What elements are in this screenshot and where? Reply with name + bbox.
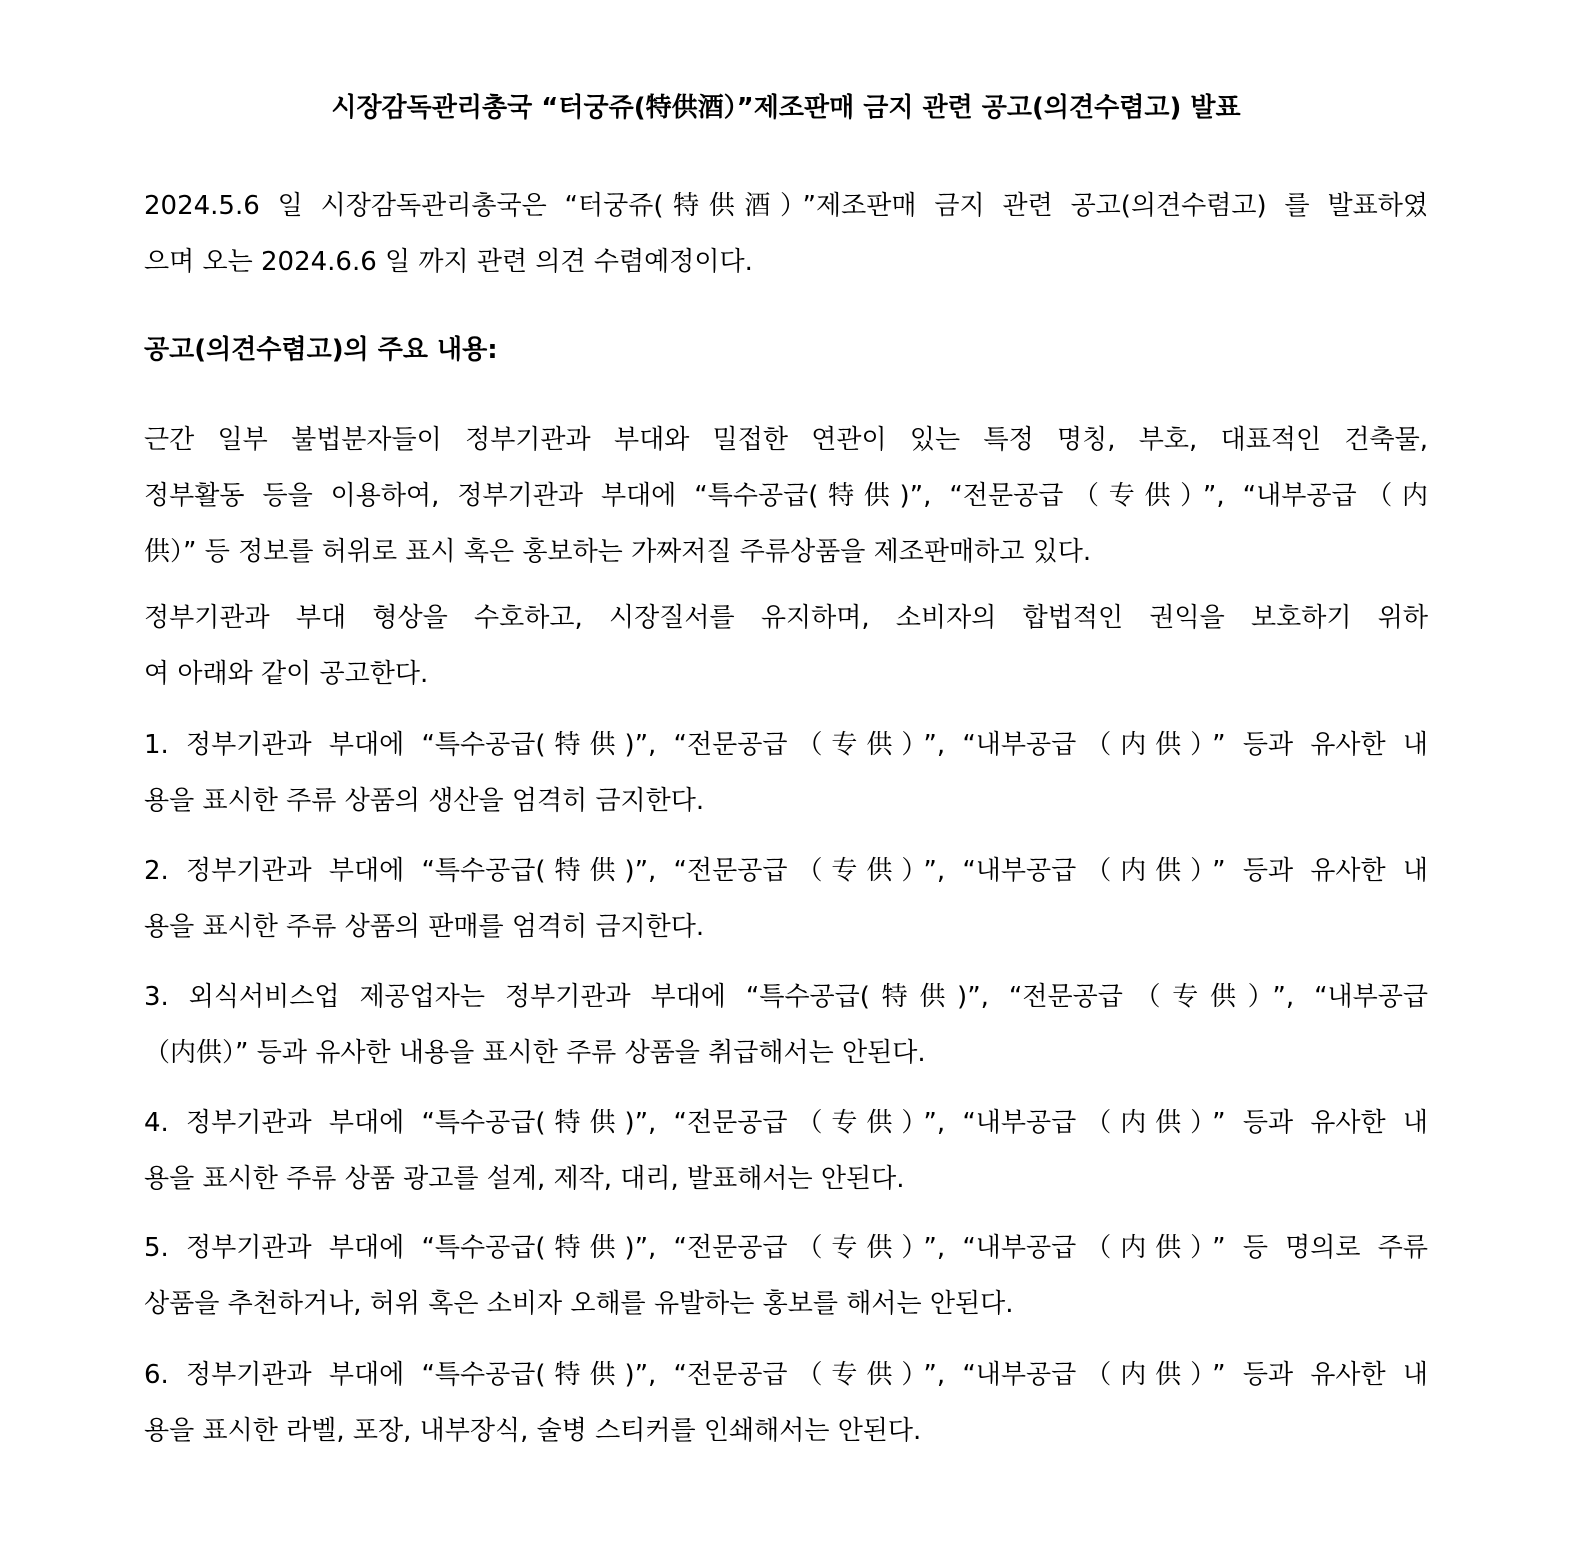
list-item-3 [144,969,1428,1081]
list-item-2-line-2: 용을 표시한 주류 상품의 판매를 엄격히 금지한다. [144,912,705,942]
list-item-4 [144,1095,1428,1207]
list-item-5-line-1: 5. 정부기관과 부대에 “특수공급(特供)”, “전문공급（专供）”, “내부공급（内供）” 등 명의로 주류 [144,1233,1428,1263]
document-title: 시장감독관리총국 “터궁쥬(特供酒）”제조판매 금지 관련 공고(의견수렴고) 발표 [331,93,1241,123]
list-item-1-line-2: 용을 표시한 주류 상품의 생산을 엄격히 금지한다. [144,786,705,816]
intro-line-1: 2024.5.6 일 시장감독관리총국은 “터궁쥬(特供酒）”제조판매 금지 관련 공고(의견수렴고) 를 발표하였 [144,191,1428,221]
list-item-6 [144,1347,1428,1459]
list-item-5 [144,1220,1428,1332]
background-line-1: 근간 일부 불법분자들이 정부기관과 부대와 밀접한 연관이 있는 특정 명칭, 부호, 대표적인 건축물, [144,425,1428,455]
list-item-4-line-2: 용을 표시한 주류 상품 광고를 설계, 제작, 대리, 발표해서는 안된다. [144,1164,905,1194]
list-item-1-line-1: 1. 정부기관과 부대에 “특수공급(特供)”, “전문공급（专供）”, “내부공급（内供）” 등과 유사한 내 [144,730,1428,760]
list-item-5-line-2: 상품을 추천하거나, 허위 혹은 소비자 오해를 유발하는 홍보를 해서는 안된다. [144,1289,1014,1319]
list-item-6-line-1: 6. 정부기관과 부대에 “특수공급(特供)”, “전문공급（专供）”, “내부공급（内供）” 등과 유사한 내 [144,1360,1428,1390]
section-heading: 공고(의견수렴고)의 주요 내용: [144,335,498,365]
purpose-line-1: 정부기관과 부대 형상을 수호하고, 시장질서를 유지하며, 소비자의 합법적인 권익을 보호하기 위하 [144,603,1428,633]
list-item-4-line-1: 4. 정부기관과 부대에 “특수공급(特供)”, “전문공급（专供）”, “내부공급（内供）” 등과 유사한 내 [144,1108,1428,1138]
list-item-3-line-1: 3. 외식서비스업 제공업자는 정부기관과 부대에 “특수공급(特供)”, “전문공급（专供）”, “내부공급 [144,982,1428,1012]
list-item-3-line-2: （内供）” 등과 유사한 내용을 표시한 주류 상품을 취급해서는 안된다. [144,1038,926,1068]
document-page [144,0,1428,1555]
intro-line-2: 으며 오는 2024.6.6 일 까지 관련 의견 수렴예정이다. [144,247,753,277]
background-line-3: 供）” 등 정보를 허위로 표시 혹은 홍보하는 가짜저질 주류상품을 제조판매하고 있다. [144,537,1092,567]
purpose-paragraph [144,590,1428,702]
list-item-6-line-2: 용을 표시한 라벨, 포장, 내부장식, 술병 스티커를 인쇄해서는 안된다. [144,1416,922,1446]
list-item-1 [144,717,1428,829]
list-item-2 [144,843,1428,955]
background-paragraph [144,412,1428,580]
purpose-line-2: 여 아래와 같이 공고한다. [144,659,429,689]
intro-paragraph [144,178,1428,290]
list-item-2-line-1: 2. 정부기관과 부대에 “특수공급(特供)”, “전문공급（专供）”, “내부공급（内供）” 등과 유사한 내 [144,856,1428,886]
background-line-2: 정부활동 등을 이용하여, 정부기관과 부대에 “특수공급(特供)”, “전문공급（专供）”, “내부공급（内 [144,481,1428,511]
